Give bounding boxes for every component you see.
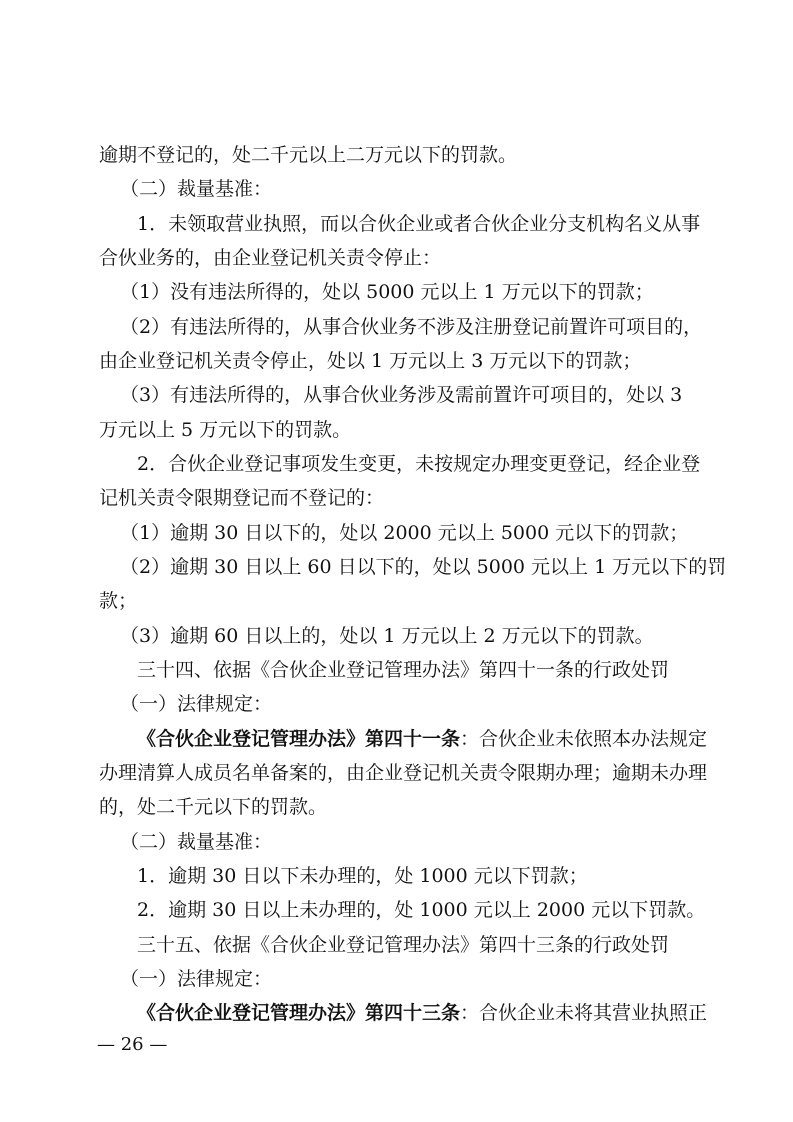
text-line: 由企业登记机关责令停止，处以 1 万元以上 3 万元以下的罚款； <box>99 350 642 372</box>
text-line: （3）有违法所得的，从事合伙业务涉及需前置许可项目的，处以 3 <box>120 384 683 406</box>
text-line: 记机关责令限期登记而不登记的： <box>99 487 385 509</box>
section-heading: （一）法律规定： <box>120 968 273 990</box>
text-line: 款； <box>99 590 138 612</box>
section-heading: （二）裁量基准： <box>120 178 273 200</box>
law-citation: 《合伙企业登记管理办法》第四十一条 <box>137 728 461 750</box>
text-line <box>137 1001 707 1025</box>
law-text: ：合伙企业未将其营业执照正 <box>460 1002 708 1024</box>
text-line <box>137 727 707 751</box>
text-line: 1．未领取营业执照，而以合伙企业或者合伙企业分支机构名义从事 <box>137 213 701 235</box>
text-line: 合伙业务的，由企业登记机关责令停止： <box>99 247 442 269</box>
text-line: 的，处二千元以下的罚款。 <box>99 796 328 818</box>
law-citation: 《合伙企业登记管理办法》第四十三条 <box>137 1002 461 1024</box>
section-heading: 三十四、依据《合伙企业登记管理办法》第四十一条的行政处罚 <box>137 659 670 681</box>
section-heading: （二）裁量基准： <box>120 831 273 853</box>
text-line: （2）有违法所得的，从事合伙业务不涉及注册登记前置许可项目的， <box>120 316 703 338</box>
text-line: 2．合伙企业登记事项发生变更，未按规定办理变更登记，经企业登 <box>137 453 701 475</box>
page-number: — 26 — <box>97 1034 168 1055</box>
text-line: （2）逾期 30 日以上 60 日以下的，处以 5000 元以上 1 万元以下的罚 <box>120 556 727 578</box>
law-text: ：合伙企业未依照本办法规定 <box>460 728 708 750</box>
text-line: （1）逾期 30 日以下的，处以 2000 元以上 5000 元以下的罚款； <box>120 522 689 544</box>
text-line: （3）逾期 60 日以上的，处以 1 万元以上 2 万元以下的罚款。 <box>120 625 654 647</box>
text-line: 2．逾期 30 日以上未办理的，处 1000 元以上 2000 元以下罚款。 <box>137 899 706 921</box>
text-line: 办理清算人成员名单备案的，由企业登记机关责令限期办理；逾期未办理 <box>99 762 708 784</box>
text-line: 逾期不登记的，处二千元以上二万元以下的罚款。 <box>99 144 518 166</box>
section-heading: （一）法律规定： <box>120 693 273 715</box>
text-line: 1．逾期 30 日以下未办理的，处 1000 元以下罚款； <box>137 865 588 887</box>
section-heading: 三十五、依据《合伙企业登记管理办法》第四十三条的行政处罚 <box>137 934 670 956</box>
text-line: （1）没有违法所得的，处以 5000 元以上 1 万元以下的罚款； <box>120 281 654 303</box>
text-line: 万元以上 5 万元以下的罚款。 <box>99 419 352 441</box>
